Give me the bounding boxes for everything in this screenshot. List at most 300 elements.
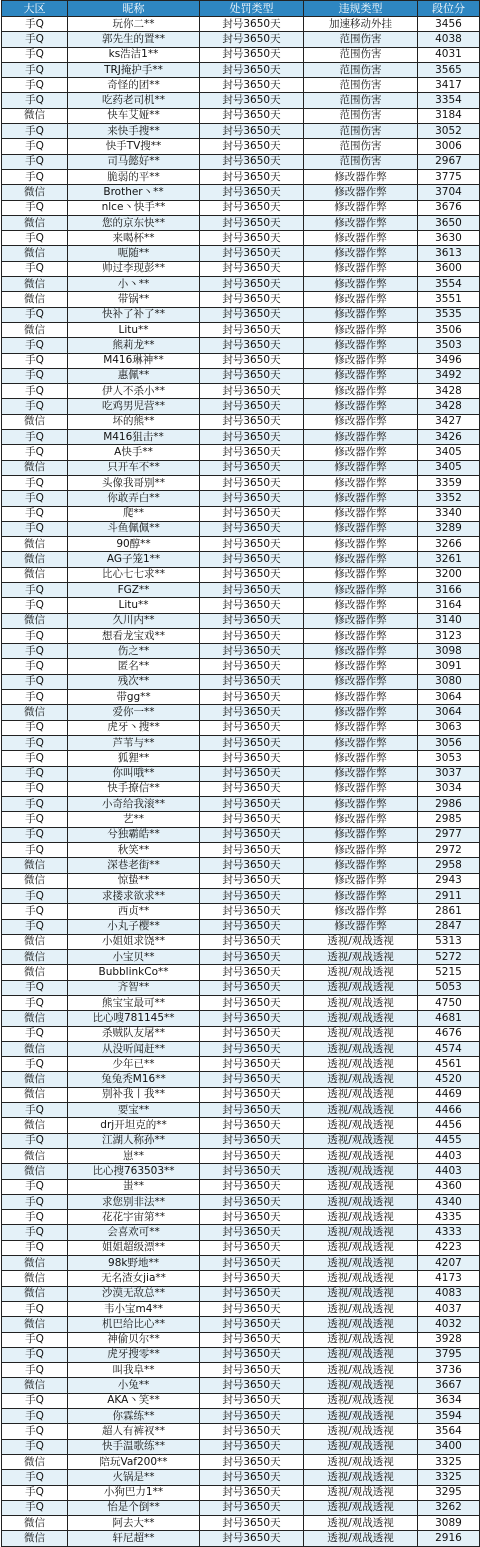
violation-type-cell: 修改器作弊: [304, 567, 418, 582]
table-row: [2, 185, 480, 200]
rank-score-cell: 4681: [418, 1011, 480, 1026]
rank-score-cell: 3091: [418, 659, 480, 674]
column-header-region: 大区: [2, 1, 68, 17]
violation-type-cell: 范围伤害: [304, 62, 418, 77]
region-cell: 微信: [2, 613, 68, 628]
nickname-cell: 您的京东快**: [68, 215, 200, 230]
table-row: [2, 1026, 480, 1041]
violation-type-cell: 透视/观战透视: [304, 1026, 418, 1041]
region-cell: 手Q: [2, 353, 68, 368]
region-cell: 手Q: [2, 368, 68, 383]
region-cell: 手Q: [2, 919, 68, 934]
penalty-type-cell: 封号3650天: [200, 475, 304, 490]
penalty-type-cell: 封号3650天: [200, 812, 304, 827]
violation-type-cell: 透视/观战透视: [304, 1240, 418, 1255]
nickname-cell: Litu**: [68, 322, 200, 337]
rank-score-cell: 4083: [418, 1286, 480, 1301]
region-cell: 手Q: [2, 720, 68, 735]
column-header-rank-score: 段位分: [418, 1, 480, 17]
table-row: [2, 1133, 480, 1148]
rank-score-cell: 3089: [418, 1516, 480, 1531]
penalty-type-cell: 封号3650天: [200, 1409, 304, 1424]
rank-score-cell: 3594: [418, 1409, 480, 1424]
penalty-type-cell: 封号3650天: [200, 1393, 304, 1408]
region-cell: 手Q: [2, 169, 68, 184]
rank-score-cell: 4037: [418, 1301, 480, 1316]
violation-type-cell: 透视/观战透视: [304, 950, 418, 965]
penalty-type-cell: 封号3650天: [200, 1301, 304, 1316]
rank-score-cell: 3034: [418, 781, 480, 796]
violation-type-cell: 透视/观战透视: [304, 996, 418, 1011]
rank-score-cell: 4676: [418, 1026, 480, 1041]
table-row: [2, 139, 480, 154]
penalty-type-cell: 封号3650天: [200, 399, 304, 414]
nickname-cell: drj开坦克的**: [68, 1118, 200, 1133]
violation-type-cell: 修改器作弊: [304, 460, 418, 475]
table-row: [2, 690, 480, 705]
region-cell: 微信: [2, 1118, 68, 1133]
violation-type-cell: 透视/观战透视: [304, 1057, 418, 1072]
rank-score-cell: 3261: [418, 552, 480, 567]
region-cell: 微信: [2, 934, 68, 949]
penalty-type-cell: 封号3650天: [200, 1347, 304, 1362]
penalty-type-cell: 封号3650天: [200, 720, 304, 735]
table-row: [2, 950, 480, 965]
table-row: [2, 965, 480, 980]
violation-type-cell: 透视/观战透视: [304, 1087, 418, 1102]
table-row: [2, 1148, 480, 1163]
penalty-type-cell: 封号3650天: [200, 1118, 304, 1133]
rank-score-cell: 3492: [418, 368, 480, 383]
region-cell: 手Q: [2, 1500, 68, 1515]
rank-score-cell: 3006: [418, 139, 480, 154]
violation-type-cell: 透视/观战透视: [304, 1347, 418, 1362]
penalty-type-cell: 封号3650天: [200, 1179, 304, 1194]
rank-score-cell: 3554: [418, 277, 480, 292]
table-row: [2, 1057, 480, 1072]
violation-type-cell: 范围伤害: [304, 108, 418, 123]
violation-type-cell: 透视/观战透视: [304, 934, 418, 949]
rank-score-cell: 3098: [418, 644, 480, 659]
region-cell: 微信: [2, 1072, 68, 1087]
violation-type-cell: 修改器作弊: [304, 735, 418, 750]
penalty-type-cell: 封号3650天: [200, 445, 304, 460]
rank-score-cell: 4469: [418, 1087, 480, 1102]
region-cell: 手Q: [2, 47, 68, 62]
table-row: [2, 797, 480, 812]
violation-type-cell: 透视/观战透视: [304, 1317, 418, 1332]
region-cell: 微信: [2, 277, 68, 292]
rank-score-cell: 3634: [418, 1393, 480, 1408]
violation-type-cell: 修改器作弊: [304, 888, 418, 903]
region-cell: 手Q: [2, 1240, 68, 1255]
table-row: [2, 154, 480, 169]
penalty-type-cell: 封号3650天: [200, 1194, 304, 1209]
violation-type-cell: 透视/观战透视: [304, 1301, 418, 1316]
rank-score-cell: 2977: [418, 827, 480, 842]
violation-type-cell: 透视/观战透视: [304, 1011, 418, 1026]
region-cell: 手Q: [2, 307, 68, 322]
nickname-cell: 要宝**: [68, 1103, 200, 1118]
nickname-cell: 别补我丨我**: [68, 1087, 200, 1102]
violation-type-cell: 透视/观战透视: [304, 1072, 418, 1087]
region-cell: 手Q: [2, 735, 68, 750]
table-row: [2, 628, 480, 643]
penalty-type-cell: 封号3650天: [200, 17, 304, 32]
nickname-cell: 陪玩Vaf200**: [68, 1454, 200, 1469]
penalty-type-cell: 封号3650天: [200, 1531, 304, 1546]
violation-type-cell: 透视/观战透视: [304, 1148, 418, 1163]
violation-type-cell: 修改器作弊: [304, 246, 418, 261]
table-row: [2, 169, 480, 184]
region-cell: 微信: [2, 1378, 68, 1393]
table-row: [2, 1286, 480, 1301]
rank-score-cell: 4207: [418, 1256, 480, 1271]
rank-score-cell: 4466: [418, 1103, 480, 1118]
table-row: [2, 62, 480, 77]
region-cell: 手Q: [2, 231, 68, 246]
rank-score-cell: 2911: [418, 888, 480, 903]
nickname-cell: 爱你一**: [68, 705, 200, 720]
penalty-type-cell: 封号3650天: [200, 384, 304, 399]
rank-score-cell: 3166: [418, 582, 480, 597]
rank-score-cell: 3667: [418, 1378, 480, 1393]
nickname-cell: 快手撩信**: [68, 781, 200, 796]
rank-score-cell: 4223: [418, 1240, 480, 1255]
violation-type-cell: 透视/观战透视: [304, 965, 418, 980]
rank-score-cell: 3535: [418, 307, 480, 322]
penalty-type-cell: 封号3650天: [200, 552, 304, 567]
rank-score-cell: 3354: [418, 93, 480, 108]
nickname-cell: 会喜欢可**: [68, 1225, 200, 1240]
region-cell: 手Q: [2, 996, 68, 1011]
table-row: [2, 78, 480, 93]
penalty-type-cell: 封号3650天: [200, 1271, 304, 1286]
table-row: [2, 1072, 480, 1087]
region-cell: 微信: [2, 950, 68, 965]
region-cell: 手Q: [2, 1301, 68, 1316]
violation-type-cell: 透视/观战透视: [304, 1531, 418, 1546]
nickname-cell: 少年已**: [68, 1057, 200, 1072]
violation-type-cell: 透视/观战透视: [304, 1041, 418, 1056]
region-cell: 手Q: [2, 598, 68, 613]
region-cell: 手Q: [2, 445, 68, 460]
violation-type-cell: 修改器作弊: [304, 521, 418, 536]
table-row: [2, 1301, 480, 1316]
region-cell: 手Q: [2, 491, 68, 506]
table-row: [2, 1011, 480, 1026]
nickname-cell: ks浩洁1**: [68, 47, 200, 62]
rank-score-cell: 3405: [418, 445, 480, 460]
nickname-cell: M416狙击**: [68, 430, 200, 445]
violation-type-cell: 修改器作弊: [304, 292, 418, 307]
nickname-cell: 姐姐超级漂**: [68, 1240, 200, 1255]
table-row: [2, 1378, 480, 1393]
penalty-type-cell: 封号3650天: [200, 1500, 304, 1515]
region-cell: 手Q: [2, 797, 68, 812]
region-cell: 手Q: [2, 384, 68, 399]
table-row: [2, 506, 480, 521]
nickname-cell: 快手温歌练**: [68, 1439, 200, 1454]
penalty-type-cell: 封号3650天: [200, 169, 304, 184]
region-cell: 手Q: [2, 124, 68, 139]
nickname-cell: 怡是个倒**: [68, 1500, 200, 1515]
violation-type-cell: 修改器作弊: [304, 751, 418, 766]
rank-score-cell: 2986: [418, 797, 480, 812]
nickname-cell: 花花宇宙第**: [68, 1210, 200, 1225]
penalty-type-cell: 封号3650天: [200, 1072, 304, 1087]
violation-type-cell: 修改器作弊: [304, 797, 418, 812]
table-row: [2, 1240, 480, 1255]
nickname-cell: 小丸子樱**: [68, 919, 200, 934]
region-cell: 手Q: [2, 1194, 68, 1209]
rank-score-cell: 2861: [418, 904, 480, 919]
region-cell: 微信: [2, 1041, 68, 1056]
rank-score-cell: 2916: [418, 1531, 480, 1546]
violation-type-cell: 修改器作弊: [304, 812, 418, 827]
violation-type-cell: 修改器作弊: [304, 475, 418, 490]
rank-score-cell: 3600: [418, 261, 480, 276]
penalty-type-cell: 封号3650天: [200, 93, 304, 108]
penalty-type-cell: 封号3650天: [200, 1454, 304, 1469]
region-cell: 手Q: [2, 62, 68, 77]
nickname-cell: 芦苇与**: [68, 735, 200, 750]
rank-score-cell: 4360: [418, 1179, 480, 1194]
table-row: [2, 812, 480, 827]
region-cell: 微信: [2, 292, 68, 307]
penalty-type-cell: 封号3650天: [200, 873, 304, 888]
header-row: [2, 1, 480, 17]
region-cell: 手Q: [2, 1179, 68, 1194]
nickname-cell: AKA丶笑**: [68, 1393, 200, 1408]
penalty-type-cell: 封号3650天: [200, 124, 304, 139]
penalty-type-cell: 封号3650天: [200, 506, 304, 521]
rank-score-cell: 3295: [418, 1485, 480, 1500]
table-row: [2, 93, 480, 108]
table-row: [2, 338, 480, 353]
rank-score-cell: 4750: [418, 996, 480, 1011]
nickname-cell: TRJ掩护手**: [68, 62, 200, 77]
table-row: [2, 1516, 480, 1531]
penalty-type-cell: 封号3650天: [200, 78, 304, 93]
rank-score-cell: 3650: [418, 215, 480, 230]
table-row: [2, 1041, 480, 1056]
table-row: [2, 934, 480, 949]
table-row: [2, 843, 480, 858]
violation-type-cell: 修改器作弊: [304, 384, 418, 399]
region-cell: 微信: [2, 1011, 68, 1026]
penalty-type-cell: 封号3650天: [200, 430, 304, 445]
penalty-type-cell: 封号3650天: [200, 154, 304, 169]
penalty-type-cell: 封号3650天: [200, 1378, 304, 1393]
region-cell: 微信: [2, 460, 68, 475]
rank-score-cell: 3200: [418, 567, 480, 582]
violation-type-cell: 透视/观战透视: [304, 1409, 418, 1424]
rank-score-cell: 4173: [418, 1271, 480, 1286]
violation-type-cell: 透视/观战透视: [304, 1470, 418, 1485]
region-cell: 手Q: [2, 1439, 68, 1454]
rank-score-cell: 3053: [418, 751, 480, 766]
penalty-type-cell: 封号3650天: [200, 644, 304, 659]
penalty-type-cell: 封号3650天: [200, 460, 304, 475]
penalty-type-cell: 封号3650天: [200, 628, 304, 643]
violation-type-cell: 修改器作弊: [304, 552, 418, 567]
penalty-type-cell: 封号3650天: [200, 62, 304, 77]
nickname-cell: 求您别非法**: [68, 1194, 200, 1209]
region-cell: 手Q: [2, 1470, 68, 1485]
penalty-type-cell: 封号3650天: [200, 1317, 304, 1332]
violation-type-cell: 透视/观战透视: [304, 1516, 418, 1531]
violation-type-cell: 修改器作弊: [304, 919, 418, 934]
penalty-type-cell: 封号3650天: [200, 751, 304, 766]
penalty-type-cell: 封号3650天: [200, 858, 304, 873]
table-row: [2, 858, 480, 873]
penalty-type-cell: 封号3650天: [200, 1516, 304, 1531]
penalty-type-cell: 封号3650天: [200, 766, 304, 781]
violation-type-cell: 修改器作弊: [304, 598, 418, 613]
rank-score-cell: 4561: [418, 1057, 480, 1072]
ban-list-table: [1, 0, 480, 1547]
penalty-type-cell: 封号3650天: [200, 690, 304, 705]
rank-score-cell: 3503: [418, 338, 480, 353]
table-row: [2, 1103, 480, 1118]
penalty-type-cell: 封号3650天: [200, 674, 304, 689]
penalty-type-cell: 封号3650天: [200, 353, 304, 368]
violation-type-cell: 修改器作弊: [304, 430, 418, 445]
rank-score-cell: 4520: [418, 1072, 480, 1087]
nickname-cell: 小兔**: [68, 1378, 200, 1393]
rank-score-cell: 4333: [418, 1225, 480, 1240]
nickname-cell: 脆弱的平**: [68, 169, 200, 184]
table-row: [2, 322, 480, 337]
rank-score-cell: 4403: [418, 1164, 480, 1179]
violation-type-cell: 透视/观战透视: [304, 1103, 418, 1118]
region-cell: 手Q: [2, 200, 68, 215]
nickname-cell: 伤之**: [68, 644, 200, 659]
violation-type-cell: 修改器作弊: [304, 215, 418, 230]
table-row: [2, 430, 480, 445]
nickname-cell: nlce丶快手**: [68, 200, 200, 215]
rank-score-cell: 3325: [418, 1470, 480, 1485]
nickname-cell: 比心七七求**: [68, 567, 200, 582]
region-cell: 手Q: [2, 843, 68, 858]
nickname-cell: 来快手搜**: [68, 124, 200, 139]
nickname-cell: 呃随**: [68, 246, 200, 261]
table-row: [2, 1256, 480, 1271]
violation-type-cell: 修改器作弊: [304, 904, 418, 919]
penalty-type-cell: 封号3650天: [200, 1210, 304, 1225]
nickname-cell: 快补了补了**: [68, 307, 200, 322]
penalty-type-cell: 封号3650天: [200, 1439, 304, 1454]
region-cell: 手Q: [2, 399, 68, 414]
penalty-type-cell: 封号3650天: [200, 582, 304, 597]
table-row: [2, 475, 480, 490]
violation-type-cell: 修改器作弊: [304, 659, 418, 674]
violation-type-cell: 范围伤害: [304, 154, 418, 169]
penalty-type-cell: 封号3650天: [200, 919, 304, 934]
penalty-type-cell: 封号3650天: [200, 613, 304, 628]
violation-type-cell: 范围伤害: [304, 47, 418, 62]
table-row: [2, 384, 480, 399]
penalty-type-cell: 封号3650天: [200, 1087, 304, 1102]
nickname-cell: 齐智**: [68, 980, 200, 995]
rank-score-cell: 3506: [418, 322, 480, 337]
table-row: [2, 47, 480, 62]
region-cell: 微信: [2, 537, 68, 552]
violation-type-cell: 修改器作弊: [304, 766, 418, 781]
nickname-cell: 杀贼队友屠**: [68, 1026, 200, 1041]
table-row: [2, 1347, 480, 1362]
nickname-cell: 兔兔秃M16**: [68, 1072, 200, 1087]
table-row: [2, 827, 480, 842]
nickname-cell: 帅过李现彭**: [68, 261, 200, 276]
rank-score-cell: 3052: [418, 124, 480, 139]
nickname-cell: 秋笑**: [68, 843, 200, 858]
table-row: [2, 919, 480, 934]
rank-score-cell: 2847: [418, 919, 480, 934]
nickname-cell: 虎牙搜零**: [68, 1347, 200, 1362]
rank-score-cell: 4403: [418, 1148, 480, 1163]
violation-type-cell: 修改器作弊: [304, 322, 418, 337]
nickname-cell: 郭先生的置**: [68, 32, 200, 47]
table-row: [2, 996, 480, 1011]
table-row: [2, 292, 480, 307]
region-cell: 手Q: [2, 32, 68, 47]
rank-score-cell: 4455: [418, 1133, 480, 1148]
nickname-cell: 西贞**: [68, 904, 200, 919]
table-row: [2, 613, 480, 628]
rank-score-cell: 3064: [418, 705, 480, 720]
penalty-type-cell: 封号3650天: [200, 277, 304, 292]
table-row: [2, 1271, 480, 1286]
penalty-type-cell: 封号3650天: [200, 108, 304, 123]
rank-score-cell: 4340: [418, 1194, 480, 1209]
table-row: [2, 598, 480, 613]
rank-score-cell: 3400: [418, 1439, 480, 1454]
violation-type-cell: 修改器作弊: [304, 873, 418, 888]
penalty-type-cell: 封号3650天: [200, 598, 304, 613]
region-cell: 手Q: [2, 766, 68, 781]
penalty-type-cell: 封号3650天: [200, 521, 304, 536]
rank-score-cell: 2943: [418, 873, 480, 888]
violation-type-cell: 透视/观战透视: [304, 1332, 418, 1347]
nickname-cell: 吃鸡男児营**: [68, 399, 200, 414]
nickname-cell: 虎牙丶搜**: [68, 720, 200, 735]
table-row: [2, 766, 480, 781]
region-cell: 手Q: [2, 93, 68, 108]
table-row: [2, 17, 480, 32]
penalty-type-cell: 封号3650天: [200, 1485, 304, 1500]
nickname-cell: 艺**: [68, 812, 200, 827]
violation-type-cell: 透视/观战透视: [304, 1225, 418, 1240]
nickname-cell: 比心搜763503**: [68, 1164, 200, 1179]
nickname-cell: 轩尼超**: [68, 1531, 200, 1546]
nickname-cell: 无名渣女jia**: [68, 1271, 200, 1286]
region-cell: 手Q: [2, 1103, 68, 1118]
table-row: [2, 659, 480, 674]
penalty-type-cell: 封号3650天: [200, 368, 304, 383]
table-row: [2, 1500, 480, 1515]
rank-score-cell: 3184: [418, 108, 480, 123]
penalty-type-cell: 封号3650天: [200, 1332, 304, 1347]
table-row: [2, 980, 480, 995]
table-row: [2, 1393, 480, 1408]
region-cell: 手Q: [2, 827, 68, 842]
rank-score-cell: 3325: [418, 1454, 480, 1469]
penalty-type-cell: 封号3650天: [200, 950, 304, 965]
table-row: [2, 552, 480, 567]
violation-type-cell: 范围伤害: [304, 139, 418, 154]
